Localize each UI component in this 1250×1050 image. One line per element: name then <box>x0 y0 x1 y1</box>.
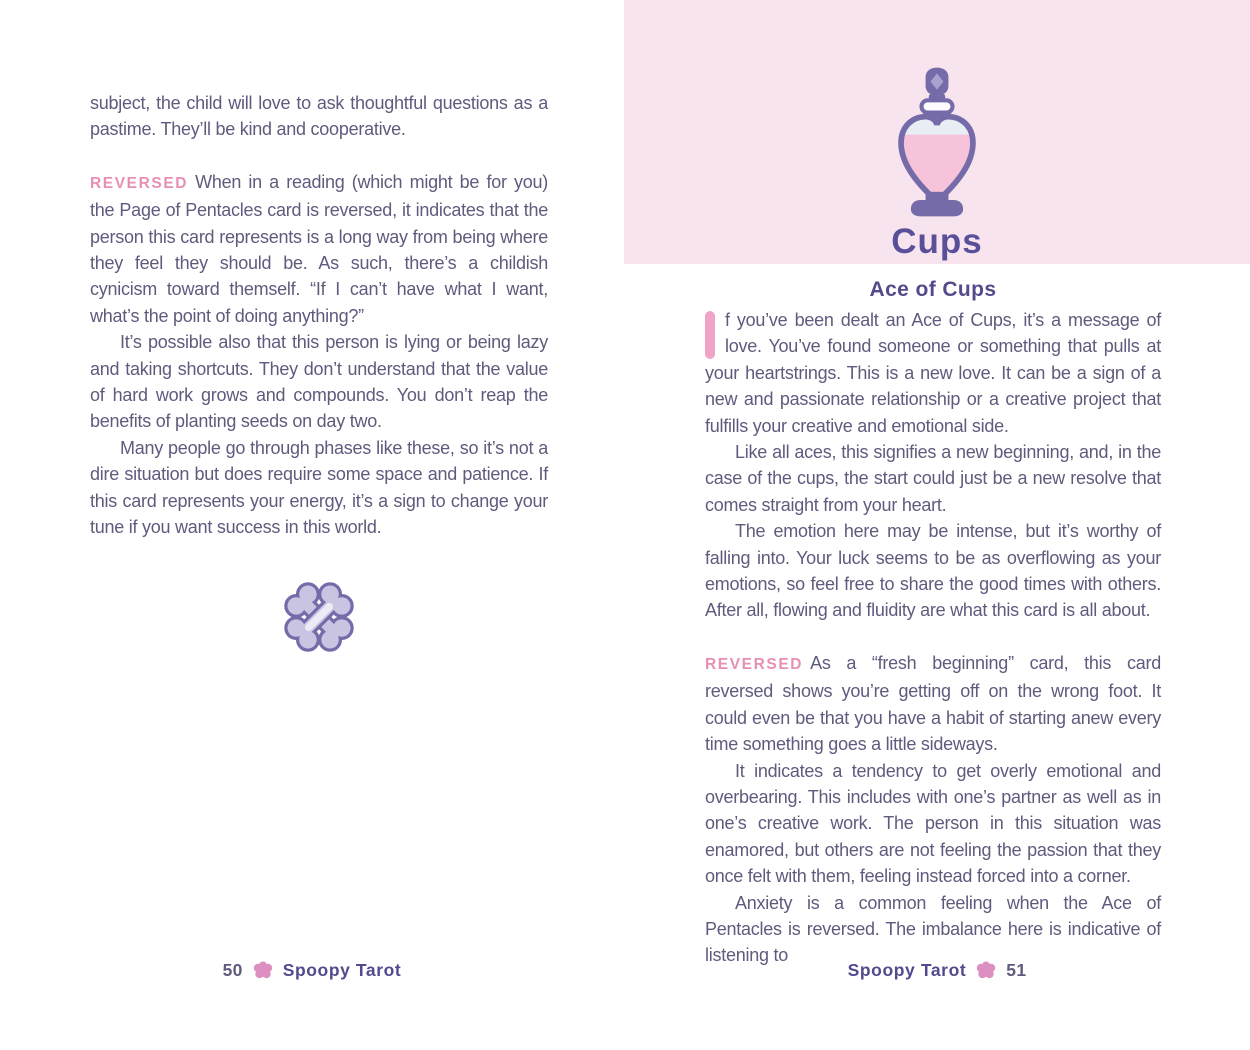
paragraph: The emotion here may be intense, but it’s worthy of falling into. Your luck seems to be as overflowing as your emotions, so feel free to share the good times with others. After all, flowing and fluidity are what this card is all about. <box>705 521 1161 621</box>
paragraph: Like all aces, this signifies a new beginning, and, in the case of the cups, the start could just be a new resolve that comes straight from your heart. <box>705 442 1161 515</box>
reversed-label: REVERSED <box>90 174 189 192</box>
book-title: Spoopy Tarot <box>282 959 402 980</box>
paragraph-text: When in a reading (which might be for you) the Page of Pentacles card is reversed, it indicates that the person this card represents is a long way from being where they feel they should be. As such, there’s a childish cynicism toward themself. “If I can’t have what I want, what’s the point of doing anything?” <box>90 171 548 326</box>
blob-icon <box>252 961 274 980</box>
chapter-title: Cups <box>891 222 983 261</box>
page-number: 51 <box>1006 959 1027 980</box>
crossed-bones-icon <box>90 571 548 663</box>
heart-potion-bottle-icon <box>888 64 986 220</box>
blob-icon <box>975 961 997 980</box>
right-page-text-column <box>705 278 1161 969</box>
left-page-footer <box>0 958 624 982</box>
paragraph: subject, the child will love to ask thoughtful questions as a pastime. They’ll be kind and cooperative. <box>90 93 548 140</box>
paragraph: It indicates a tendency to get overly emotional and overbearing. This includes with one’s partner as well as in one’s creative work. The person in this situation was enamored, but others are not feeling the passion that they once felt with them, feeling instead forced into a corner. <box>705 760 1161 887</box>
paragraph: Many people go through phases like these, so it’s not a dire situation but does require some space and patience. If this card represents your energy, it’s a sign to change your tune if you want success in this world. <box>90 437 548 538</box>
drop-cap-i <box>705 311 715 359</box>
paragraph-dropcap <box>705 307 1161 439</box>
left-page-text-column <box>90 90 548 663</box>
paragraph: Anxiety is a common feeling when the Ace of Pentacles is reversed. The imbalance here is indicative of listening to <box>705 892 1161 966</box>
paragraph-reversed <box>90 169 548 329</box>
paragraph-reversed <box>705 650 1161 758</box>
reversed-label: REVERSED <box>705 655 804 673</box>
section-title: Ace of Cups <box>869 278 997 301</box>
book-title: Spoopy Tarot <box>847 959 967 980</box>
paragraph-text: As a “fresh beginning” card, this card reversed shows you’re getting off on the wrong foot. It could even be that you have a habit of starting anew every time something goes a little sideways. <box>705 652 1161 755</box>
paragraph-text: f you’ve been dealt an Ace of Cups, it’s a message of love. You’ve found someone or something that pulls at your heartstrings. This is a new love. It can be a sign of a new and passionate relationship or a creative project that fulfills your creative and emotional side. <box>705 310 1161 436</box>
paragraph: It’s possible also that this person is lying or being lazy and taking shortcuts. They don’t understand that the value of hard work grows and compounds. You don’t reap the benefits of planting seeds on day two. <box>90 332 548 432</box>
page-number: 50 <box>222 959 243 980</box>
right-page-footer <box>624 958 1250 982</box>
chapter-banner <box>624 0 1250 264</box>
